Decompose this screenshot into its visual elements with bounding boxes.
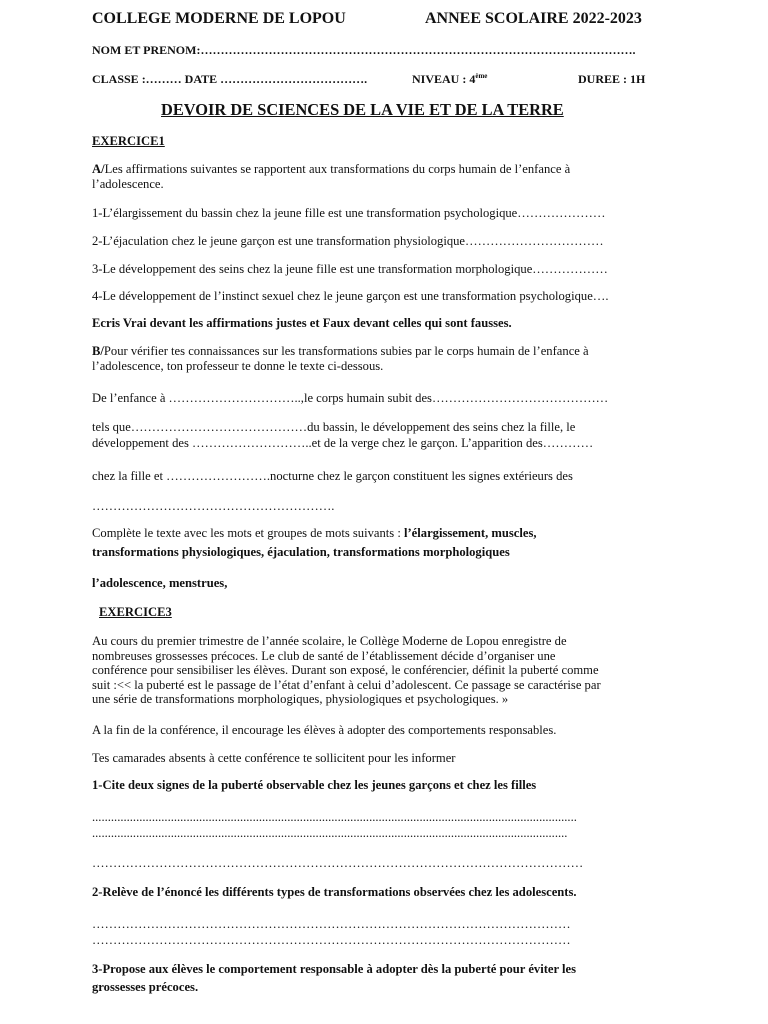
- affirmation-2: 2-L’éjaculation chez le jeune garçon est une transformation physiologique……………………………: [92, 234, 604, 248]
- complete-words-2: transformations physiologiques, éjaculation, transformations morphologiques: [92, 545, 510, 559]
- partB-intro: [92, 344, 589, 359]
- affirmation-3: 3-Le développement des seins chez la jeune fille est une transformation morphologique………………: [92, 262, 608, 276]
- name-field: NOM ET PRENOM:……………………………………………………………………………………………….: [92, 43, 636, 57]
- fill-text-5: ………………………………………………….: [92, 499, 335, 513]
- complete-instruction: [92, 526, 537, 541]
- page-title: DEVOIR DE SCIENCES DE LA VIE ET DE LA TERRE: [161, 100, 564, 119]
- question-3: 3-Propose aux élèves le comportement responsable à adopter dès la puberté pour éviter les: [92, 962, 576, 976]
- exercise1-heading: EXERCICE1: [92, 134, 165, 148]
- instruction-a: Ecris Vrai devant les affirmations justes et Faux devant celles qui sont fausses.: [92, 316, 512, 330]
- answer-line-1c: ………………………………………………………………………………………………………: [92, 856, 584, 870]
- fill-text-4: chez la fille et …………………….nocturne chez le garçon constituent les signes extérieurs des: [92, 469, 573, 483]
- question-1: 1-Cite deux signes de la puberté observable chez les jeunes garçons et chez les filles: [92, 778, 537, 792]
- exercise3-heading: EXERCICE3: [99, 605, 172, 619]
- partB-intro-2: l’adolescence, ton professeur te donne le texte ci-dessous.: [92, 359, 384, 373]
- question-2: 2-Relève de l’énoncé les différents types de transformations observées chez les adolescents.: [92, 885, 577, 899]
- answer-line-2a: ……………………………………………………………………………………………………: [92, 917, 571, 931]
- affirmation-4: 4-Le développement de l’instinct sexuel chez le jeune garçon est une transformation psychologique….: [92, 289, 609, 303]
- complete-prefix: Complète le texte avec les mots et groupes de mots suivants :: [92, 526, 404, 540]
- exercise3-paragraph: [92, 634, 601, 707]
- para-line-3: conférence pour sensibiliser les élèves. Durant son exposé, le conférencier, définit la puberté comme: [92, 663, 599, 677]
- duration-field: DUREE : 1H: [578, 72, 646, 86]
- partA-intro-2: l’adolescence.: [92, 177, 164, 191]
- fill-text-1: De l’enfance à …………………………..,le corps humain subit des……………………………………: [92, 391, 609, 405]
- partA-intro: [92, 162, 570, 177]
- fill-text-2: tels que……………………………………du bassin, le développement des seins chez la fille, le: [92, 420, 576, 434]
- school-year: ANNEE SCOLAIRE 2022-2023: [425, 10, 642, 27]
- class-date-field: CLASSE :……… DATE ……………………………….: [92, 72, 368, 86]
- question-3-cont: grossesses précoces.: [92, 980, 199, 994]
- level-label: NIVEAU : 4: [412, 72, 476, 86]
- para-line-7: Tes camarades absents à cette conférence te sollicitent pour les informer: [92, 751, 456, 765]
- answer-line-1a: ..........................................................................................................................................................: [92, 810, 577, 824]
- partB-intro-text: Pour vérifier tes connaissances sur les transformations subies par le corps humain de l’enfance à: [103, 344, 589, 358]
- partB-letter: B/: [92, 344, 104, 358]
- partA-intro-text: Les affirmations suivantes se rapportent aux transformations du corps humain de l’enfance à: [104, 162, 571, 176]
- fill-text-3: développement des ………………………..et de la verge chez le garçon. L’apparition des…………: [92, 436, 594, 450]
- answer-line-1b: .......................................................................................................................................................: [92, 826, 568, 840]
- affirmation-1: 1-L’élargissement du bassin chez la jeune fille est une transformation psychologique…………………: [92, 206, 606, 220]
- complete-words-1: l’élargissement, muscles,: [403, 526, 537, 540]
- partA-letter: A/: [92, 162, 105, 176]
- para-line-5: une série de transformations morphologiques, physiologiques et psychologiques. »: [92, 692, 509, 706]
- level-field: [412, 72, 487, 87]
- para-line-1: Au cours du premier trimestre de l’année scolaire, le Collège Moderne de Lopou enregistre de: [92, 634, 567, 648]
- level-sup: ème: [475, 72, 488, 80]
- answer-line-2b: ……………………………………………………………………………………………………: [92, 933, 571, 947]
- complete-words-3: l’adolescence, menstrues,: [92, 576, 228, 590]
- para-line-2: nombreuses grossesses précoces. Le club de santé de l’établissement décide d’organiser une: [92, 648, 556, 663]
- para-line-6: A la fin de la conférence, il encourage les élèves à adopter des comportements responsables.: [92, 723, 557, 737]
- school-name: COLLEGE MODERNE DE LOPOU: [92, 10, 346, 27]
- para-line-4: suit :<< la puberté est le passage de l’état d’enfant à celui d’adolescent. Ce passage se caractérise par: [92, 677, 601, 692]
